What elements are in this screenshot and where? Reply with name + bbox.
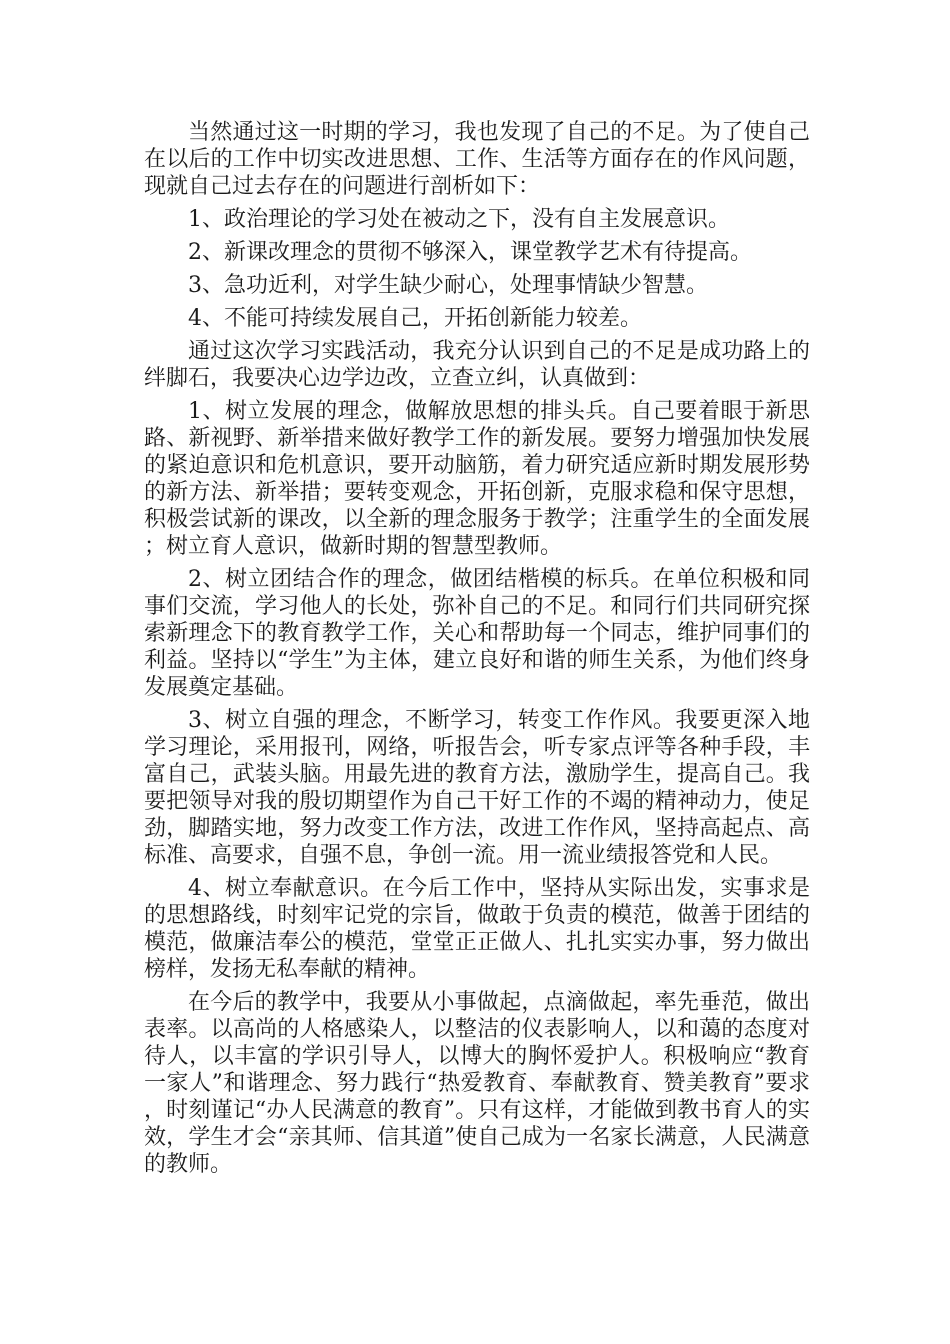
measure-item-2: 2、树立团结合作的理念，做团结楷模的标兵。在单位积极和同事们交流，学习他人的长处，弥补自己的不足。和同行们共同研究探索新理念下的教育教学工作，关心和帮助每一个同志，维护同事们的利益。坚持以“学生”为主体，建立良好和谐的师生关系，为他们终身发展奠定基础。	[144, 567, 810, 700]
problem-item-4: 4、不能可持续发展自己，开拓创新能力较差。	[188, 306, 642, 331]
document-page	[144, 119, 810, 1184]
problem-item-3: 3、急功近利，对学生缺少耐心，处理事情缺少智慧。	[188, 273, 708, 298]
measure-item-3: 3、树立自强的理念，不断学习，转变工作作风。我要更深入地学习理论，采用报刊，网络，听报告会，听专家点评等各种手段，丰富自己，武装头脑。用最先进的教育方法，激励学生，提高自己。我要把领导对我的殷切期望作为自己干好工作的不竭的精神动力，使足劲，脚踏实地，努力改变工作方法，改进工作作风，坚持高起点、高标准、高要求，自强不息，争创一流。用一流业绩报答党和人民。	[144, 708, 810, 868]
measure-item-4: 4、树立奉献意识。在今后工作中，坚持从实际出发，实事求是的思想路线，时刻牢记党的宗旨，做敢于负责的模范，做善于团结的模范，做廉洁奉公的模范，堂堂正正做人、扎扎实实办事，努力做出榜样，发扬无私奉献的精神。	[144, 876, 810, 982]
resolution-intro-paragraph: 通过这次学习实践活动，我充分认识到自己的不足是成功路上的绊脚石，我要决心边学边改，立查立纠，认真做到：	[144, 339, 810, 391]
conclusion-paragraph: 在今后的教学中，我要从小事做起，点滴做起，率先垂范，做出表率。以高尚的人格感染人，以整洁的仪表影响人，以和蔼的态度对待人，以丰富的学识引导人，以博大的胸怀爱护人。积极响应“教育一家人”和谐理念、努力践行“热爱教育、奉献教育、赞美教育”要求，时刻谨记“办人民满意的教育”。只有这样，才能做到教书育人的实效，学生才会“亲其师、信其道”使自己成为一名家长满意，人民满意的教师。	[144, 990, 810, 1177]
measure-item-1: 1、树立发展的理念，做解放思想的排头兵。自己要着眼于新思路、新视野、新举措来做好教学工作的新发展。要努力增强加快发展的紧迫意识和危机意识，要开动脑筋，着力研究适应新时期发展形势的新方法、新举措；要转变观念，开拓创新，克服求稳和保守思想，积极尝试新的课改，以全新的理念服务于教学；注重学生的全面发展；树立育人意识，做新时期的智慧型教师。	[144, 399, 810, 559]
problem-item-2: 2、新课改理念的贯彻不够深入，课堂教学艺术有待提高。	[188, 240, 752, 265]
problem-item-1: 1、政治理论的学习处在被动之下，没有自主发展意识。	[188, 207, 730, 232]
intro-paragraph: 当然通过这一时期的学习，我也发现了自己的不足。为了使自己在以后的工作中切实改进思想、工作、生活等方面存在的作风问题，现就自己过去存在的问题进行剖析如下：	[144, 120, 810, 199]
